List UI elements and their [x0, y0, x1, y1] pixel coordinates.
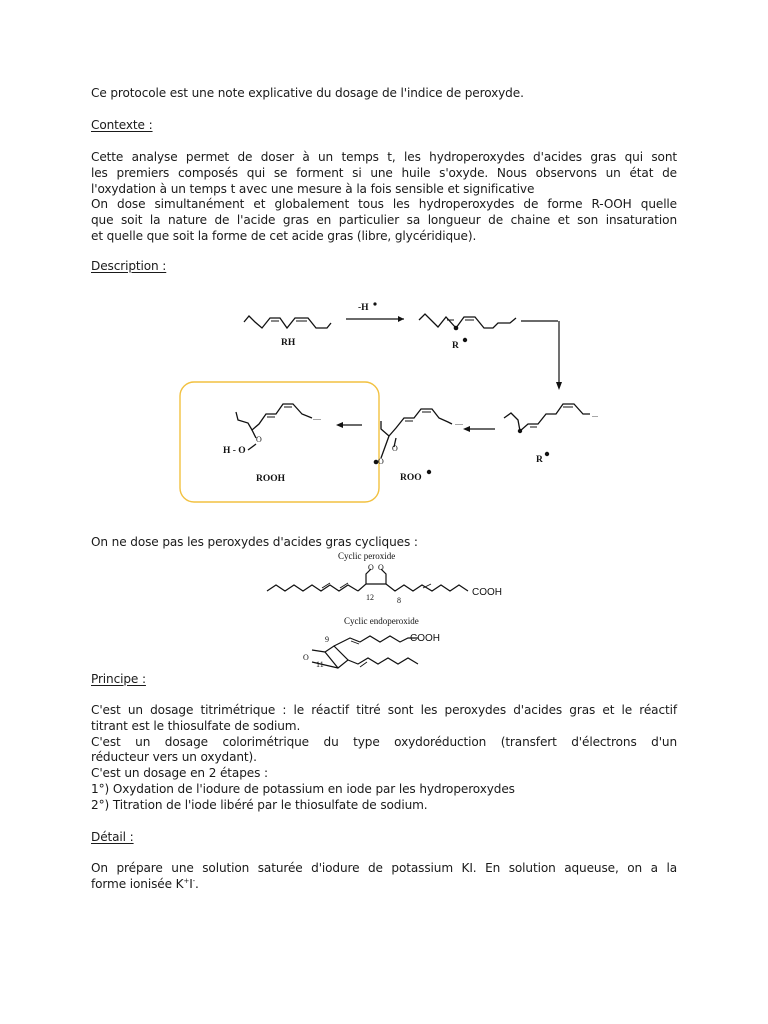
carbon-number-9: 9: [325, 635, 329, 644]
detail-text: I: [189, 877, 193, 891]
principe-line: C'est un dosage en 2 étapes :: [91, 766, 268, 780]
contexte-line: les premiers composés qui se forment si une huile s'oxyde. Nous observons un état de: [91, 166, 677, 180]
detail-text: .: [195, 877, 199, 891]
contexte-line: que soit la nature de l'acide gras en particulier sa longueur de chaine et son insaturation: [91, 213, 677, 227]
r-label-2: R: [536, 455, 543, 465]
contexte-line: On dose simultanément et globalement tous les hydroperoxydes de forme R-OOH quelle: [91, 197, 677, 211]
cycliques-text: On ne dose pas les peroxydes d'acides gras cycliques :: [91, 535, 418, 549]
roo-label: ROO: [400, 473, 422, 483]
contexte-line: l'oxydation à un temps t avec une mesure à la fois sensible et significative: [91, 182, 535, 196]
carbon-number-12: 12: [366, 593, 374, 602]
charge-minus: -: [192, 877, 196, 885]
o-atom: O: [368, 563, 374, 572]
chain-dots: ....: [313, 413, 321, 422]
detail-text: forme ionisée K: [91, 877, 184, 891]
carbon-number-11: 11: [316, 660, 324, 669]
principe-line: 1°) Oxydation de l'iodure de potassium en iode par les hydroperoxydes: [91, 782, 515, 796]
carbon-number-8: 8: [397, 596, 401, 605]
cyclic-endoperoxide-title: Cyclic endoperoxide: [344, 616, 419, 626]
intro-text: Ce protocole est une note explicative du dosage de l'indice de peroxyde.: [91, 86, 524, 100]
cooh-label-1: COOH: [472, 587, 502, 598]
cyclic-peroxide-title: Cyclic peroxide: [338, 551, 396, 561]
r-label-1: R: [452, 341, 459, 351]
o-atom: O: [378, 563, 384, 572]
o-atom: O: [303, 653, 309, 662]
o-atom: O: [256, 435, 262, 444]
detail-line: [91, 876, 199, 892]
principe-heading: Principe :: [91, 672, 146, 686]
contexte-line: et quelle que soit la forme de cet acide gras (libre, glycéridique).: [91, 229, 477, 243]
detail-heading: Détail :: [91, 830, 134, 844]
principe-line: C'est un dosage colorimétrique du type oxydoréduction (transfert d'électrons d'un: [91, 735, 677, 749]
principe-line: C'est un dosage titrimétrique : le réactif titré sont les peroxydes d'acides gras et le réactif: [91, 703, 677, 717]
cooh-label-2: COOH: [410, 633, 440, 644]
principe-line: réducteur vers un oxydant).: [91, 750, 257, 764]
o-atom: O: [378, 457, 384, 466]
chain-dots: ...: [592, 410, 598, 419]
ho-label: H - O: [223, 446, 246, 456]
principe-line: 2°) Titration de l'iode libéré par le thiosulfate de sodium.: [91, 798, 428, 812]
description-heading: Description :: [91, 259, 167, 273]
cyclic-peroxide-structure: [267, 569, 468, 591]
contexte-line: Cette analyse permet de doser à un temps t, les hydroperoxydes d'acides gras qui sont: [91, 150, 677, 164]
rh-label: RH: [281, 338, 296, 348]
arrow-label: -H: [358, 303, 369, 313]
detail-line: On prépare une solution saturée d'iodure de potassium KI. En solution aqueuse, on a la: [91, 861, 677, 875]
chain-dots: ....: [455, 418, 463, 427]
charge-plus: +: [183, 877, 190, 885]
rooh-label: ROOH: [256, 474, 286, 484]
principe-line: titrant est le thiosulfate de sodium.: [91, 719, 301, 733]
contexte-heading: Contexte :: [91, 118, 153, 132]
o-atom: O: [392, 444, 398, 453]
